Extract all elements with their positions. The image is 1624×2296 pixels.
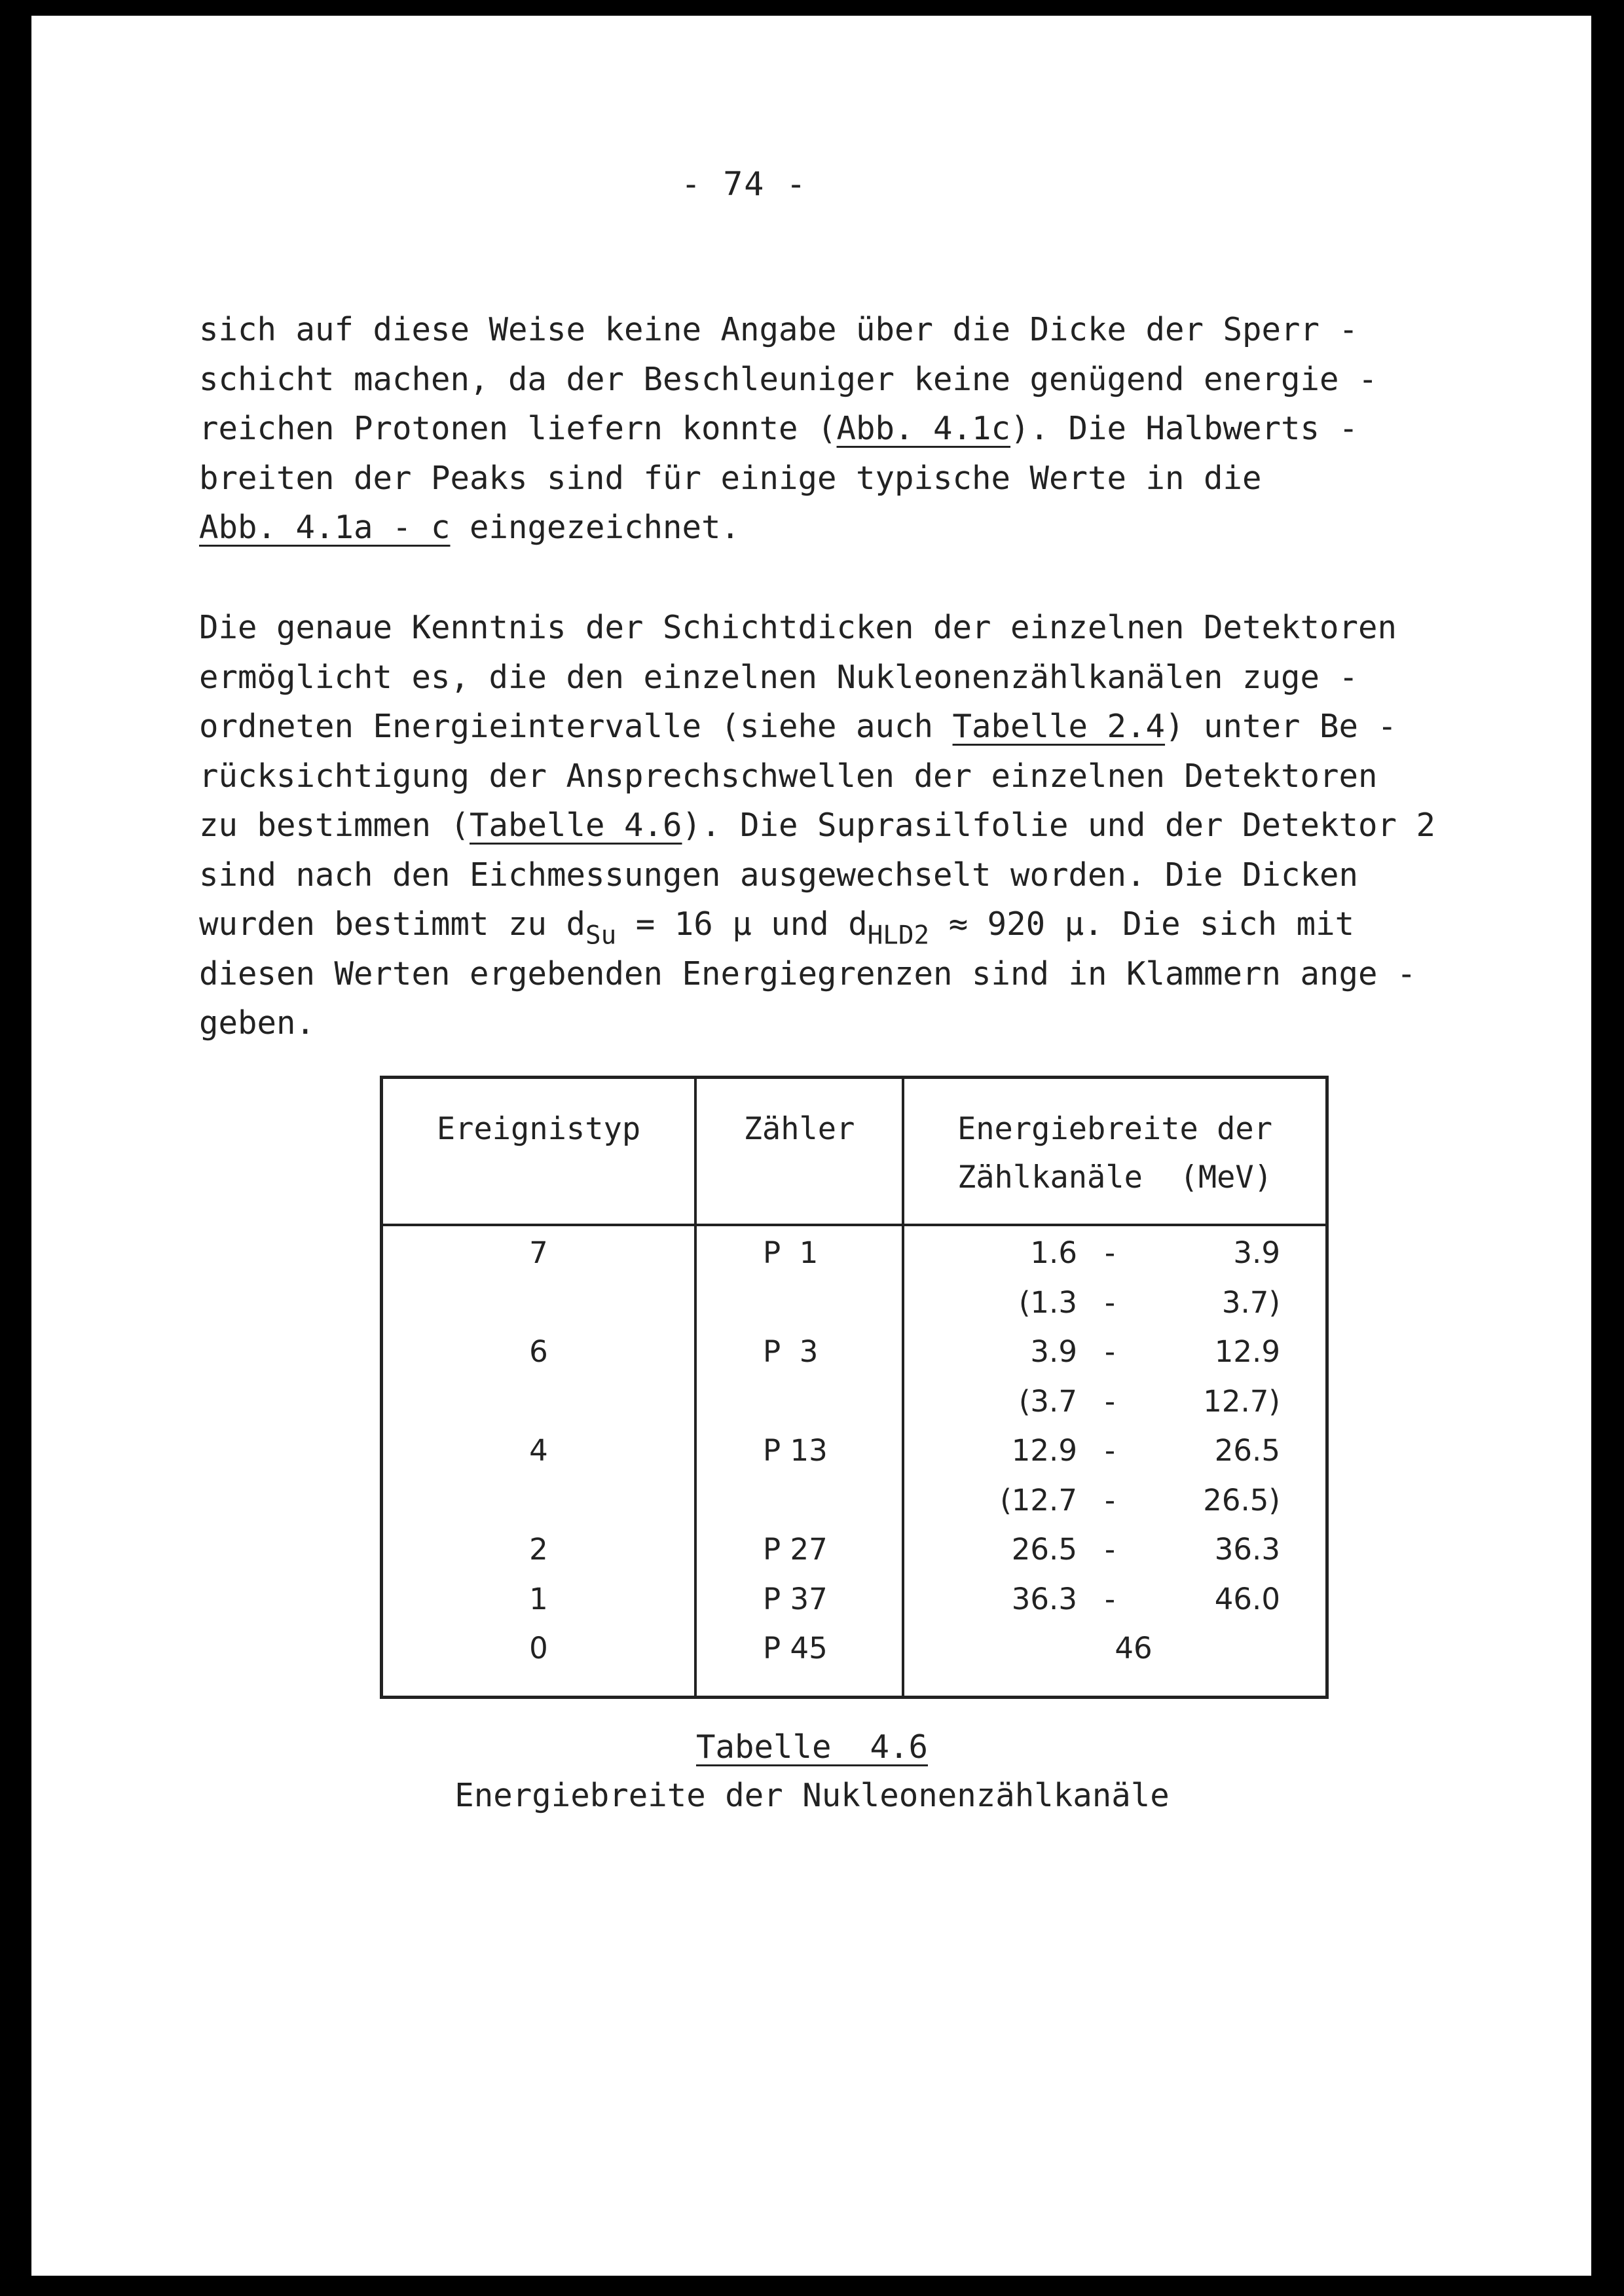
- energy-table: [380, 1076, 1329, 1699]
- text-line: reichen Protonen liefern konnte (: [199, 410, 837, 447]
- text-line: ≈ 920 µ. Die sich mit: [929, 905, 1355, 943]
- cell-dash: -: [1104, 1433, 1116, 1468]
- cell-zaehler: P 13: [763, 1433, 828, 1468]
- subscript: HLD2: [867, 920, 930, 951]
- text-line: ). Die Halbwerts -: [1010, 410, 1359, 447]
- cell-energie-min: 26.5: [1011, 1532, 1077, 1567]
- cell-energie-max: 12.7): [1203, 1383, 1280, 1419]
- text-line: Die genaue Kenntnis der Schichtdicken der einzelnen Detektoren: [199, 609, 1397, 646]
- text-line: breiten der Peaks sind für einige typische Werte in die: [199, 459, 1262, 497]
- table-divider: [694, 1079, 697, 1696]
- cell-dash: -: [1104, 1285, 1116, 1320]
- cell-energie-max: 36.3: [1214, 1532, 1280, 1567]
- cell-energie-min: (3.7: [1018, 1383, 1077, 1419]
- column-header-zaehler: Zähler: [743, 1111, 855, 1147]
- cell-energie-min: 3.9: [1030, 1334, 1077, 1369]
- cell-ereignistyp: 1: [529, 1581, 548, 1616]
- figure-reference: Abb. 4.1a - c: [199, 509, 451, 546]
- table-caption-title: [0, 1728, 1624, 1766]
- text-line: sich auf diese Weise keine Angabe über die Dicke der Sperr -: [199, 311, 1359, 348]
- cell-ereignistyp: 6: [529, 1334, 548, 1369]
- text-line: zu bestimmen (: [199, 807, 470, 844]
- text-line: schicht machen, da der Beschleuniger keine genügend energie -: [199, 360, 1378, 398]
- cell-energie-max: 3.7): [1221, 1285, 1280, 1320]
- text-line: ). Die Suprasilfolie und der Detektor 2: [682, 807, 1436, 844]
- cell-energie-min: 12.9: [1011, 1433, 1077, 1468]
- cell-dash: -: [1104, 1383, 1116, 1419]
- text-line: ermöglicht es, die den einzelnen Nukleonenzählkanälen zuge -: [199, 658, 1359, 696]
- caption-title-text: Tabelle 4.6: [695, 1728, 928, 1766]
- cell-energie-max: 12.9: [1214, 1334, 1280, 1369]
- cell-zaehler: P 1: [763, 1235, 819, 1270]
- cell-ereignistyp: 2: [529, 1532, 548, 1567]
- cell-zaehler: P 45: [763, 1631, 828, 1666]
- cell-dash: -: [1104, 1482, 1116, 1518]
- table-caption-subtitle: Energiebreite der Nukleonenzählkanäle: [454, 1777, 1170, 1814]
- figure-reference: Abb. 4.1c: [836, 410, 1011, 447]
- cell-zaehler: P 27: [763, 1532, 828, 1567]
- text-line: geben.: [199, 1004, 316, 1042]
- cell-energie-min: (1.3: [1018, 1285, 1077, 1320]
- cell-energie-max: 46.0: [1214, 1581, 1280, 1616]
- cell-dash: -: [1104, 1334, 1116, 1369]
- text-line: eingezeichnet.: [450, 509, 741, 546]
- column-header-energiebreite: Energiebreite der Zählkanäle (MeV): [957, 1111, 1273, 1195]
- text-line: = 16 µ und d: [616, 905, 868, 943]
- text-line: rücksichtigung der Ansprechschwellen der einzelnen Detektoren: [199, 757, 1378, 795]
- table-reference: Tabelle 4.6: [470, 807, 682, 844]
- cell-energie-max: 26.5: [1214, 1433, 1280, 1468]
- text-line: ordneten Energieintervalle (siehe auch: [199, 708, 953, 745]
- cell-ereignistyp: 4: [529, 1433, 548, 1468]
- text-line: diesen Werten ergebenden Energiegrenzen sind in Klammern ange -: [199, 955, 1416, 993]
- cell-energie-min: 1.6: [1030, 1235, 1077, 1270]
- page-number: - 74 -: [681, 165, 807, 203]
- cell-zaehler: P 37: [763, 1581, 828, 1616]
- cell-dash: -: [1104, 1581, 1116, 1616]
- paragraph-1: [199, 305, 1378, 553]
- cell-energie-max: 26.5): [1203, 1482, 1280, 1518]
- cell-energie-max: 3.9: [1233, 1235, 1280, 1270]
- cell-zaehler: P 3: [763, 1334, 819, 1369]
- table-header-divider: [383, 1224, 1325, 1226]
- text-line: wurden bestimmt zu d: [199, 905, 586, 943]
- paragraph-2: [199, 603, 1435, 1048]
- text-line: sind nach den Eichmessungen ausgewechselt worden. Die Dicken: [199, 856, 1359, 894]
- cell-energie-min: (12.7: [1000, 1482, 1077, 1518]
- cell-dash: -: [1104, 1235, 1116, 1270]
- subscript: Su: [585, 920, 617, 951]
- column-header-ereignistyp: Ereignistyp: [436, 1111, 641, 1147]
- cell-energie: 46: [1115, 1631, 1153, 1666]
- cell-dash: -: [1104, 1532, 1116, 1567]
- cell-ereignistyp: 0: [529, 1631, 548, 1666]
- table-reference: Tabelle 2.4: [952, 708, 1166, 745]
- text-line: ) unter Be -: [1165, 708, 1397, 745]
- cell-ereignistyp: 7: [529, 1235, 548, 1270]
- cell-energie-min: 36.3: [1011, 1581, 1077, 1616]
